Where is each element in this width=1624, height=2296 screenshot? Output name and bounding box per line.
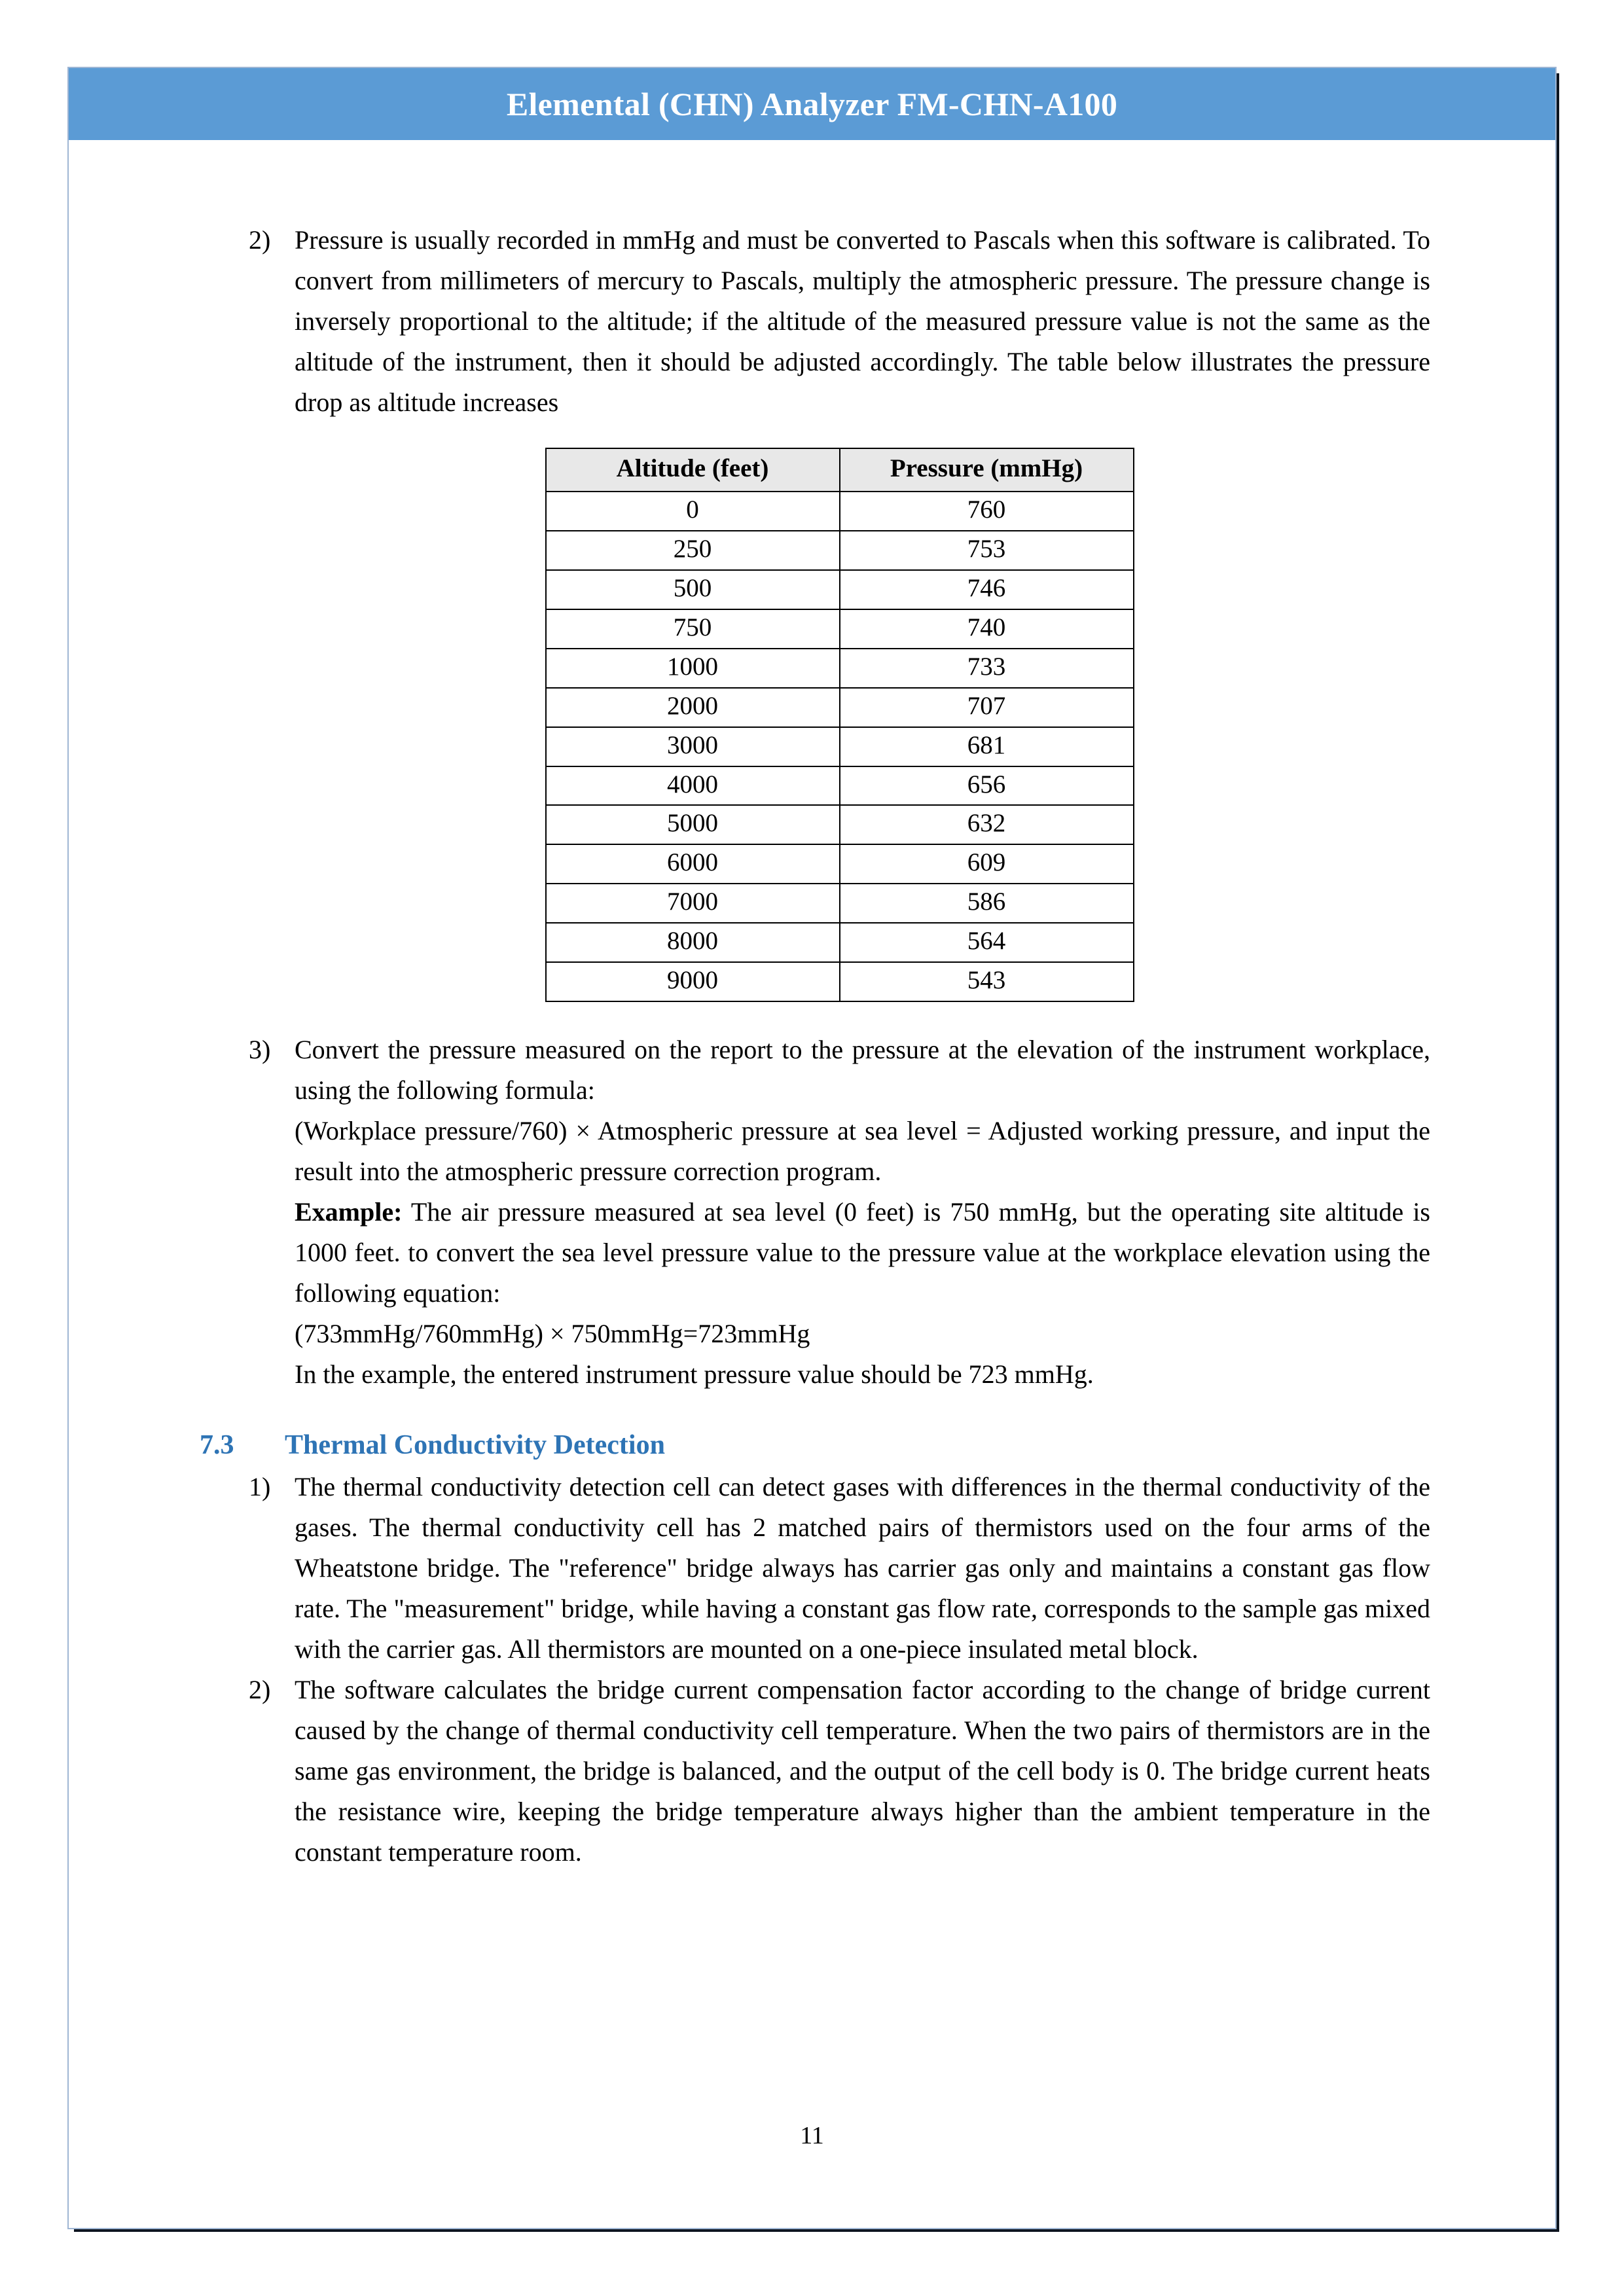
cell-pressure: 632 xyxy=(840,805,1134,844)
cell-pressure: 740 xyxy=(840,609,1134,649)
cell-altitude: 500 xyxy=(546,570,840,609)
list-item-2 xyxy=(249,220,1430,423)
list-marker: 2) xyxy=(249,1675,271,1705)
document-page xyxy=(67,67,1557,2229)
cell-altitude: 5000 xyxy=(546,805,840,844)
table-row xyxy=(546,884,1134,923)
page-number: 11 xyxy=(800,2122,824,2149)
cell-altitude: 7000 xyxy=(546,884,840,923)
cell-pressure: 543 xyxy=(840,962,1134,1001)
table-row xyxy=(546,570,1134,609)
list-item-2-text: Pressure is usually recorded in mmHg and must be converted to Pascals when this software is calibrated. To convert from millimeters of mercury to Pascals, multiply the atmospheric pressure. The pressure change is inversely proportional to the altitude; if the altitude of the measured pressure value is not the same as the altitude of the instrument, then it should be adjusted accordingly. The table below illustrates the pressure drop as altitude increases xyxy=(295,225,1430,417)
altitude-pressure-table-wrapper xyxy=(249,448,1430,1002)
table-row xyxy=(546,649,1134,688)
cell-pressure: 564 xyxy=(840,923,1134,962)
item3-closing: In the example, the entered instrument pressure value should be 723 mmHg. xyxy=(295,1359,1094,1390)
table-row xyxy=(546,766,1134,806)
item3-equation: (733mmHg/760mmHg) × 750mmHg=723mmHg xyxy=(295,1319,810,1349)
cell-pressure: 733 xyxy=(840,649,1134,688)
cell-altitude: 8000 xyxy=(546,923,840,962)
list-marker: 3) xyxy=(249,1035,271,1065)
cell-pressure: 707 xyxy=(840,688,1134,727)
cell-altitude: 750 xyxy=(546,609,840,649)
cell-altitude: 1000 xyxy=(546,649,840,688)
section73-list-item-1 xyxy=(249,1467,1430,1670)
item3-example xyxy=(295,1192,1430,1314)
cell-altitude: 250 xyxy=(546,531,840,570)
cell-pressure: 586 xyxy=(840,884,1134,923)
column-header-pressure: Pressure (mmHg) xyxy=(840,448,1134,492)
example-label: Example: xyxy=(295,1197,403,1227)
column-header-altitude: Altitude (feet) xyxy=(546,448,840,492)
page-header-band xyxy=(69,68,1555,140)
cell-pressure: 681 xyxy=(840,727,1134,766)
example-text: The air pressure measured at sea level (0 feet) is 750 mmHg, but the operating site altitude is 1000 feet. to convert the sea level pressure value to the pressure value at the workplace elevation using the following equation: xyxy=(295,1197,1430,1308)
list-item-3 xyxy=(249,1030,1430,1395)
table-row xyxy=(546,805,1134,844)
section-title: Thermal Conductivity Detection xyxy=(285,1430,665,1461)
cell-pressure: 609 xyxy=(840,844,1134,884)
table-row xyxy=(546,531,1134,570)
table-row xyxy=(546,923,1134,962)
table-header-row xyxy=(546,448,1134,492)
table-row xyxy=(546,962,1134,1001)
table-row xyxy=(546,844,1134,884)
cell-altitude: 2000 xyxy=(546,688,840,727)
cell-pressure: 753 xyxy=(840,531,1134,570)
section73-item2-text: The software calculates the bridge current compensation factor according to the change of bridge current caused by the change of thermal conductivity cell temperature. When the two pairs of thermistors are in the same gas environment, the bridge is balanced, and the output of the cell body is 0. The bridge current heats the resistance wire, keeping the bridge temperature always higher than the ambient temperature in the constant temperature room. xyxy=(295,1675,1430,1867)
item3-line1: Convert the pressure measured on the report to the pressure at the elevation of the instrument workplace, using the following formula: xyxy=(295,1035,1430,1105)
list-marker: 2) xyxy=(249,225,271,255)
list-marker: 1) xyxy=(249,1472,271,1502)
altitude-pressure-table xyxy=(545,448,1134,1002)
section-number: 7.3 xyxy=(200,1430,234,1461)
table-row xyxy=(546,492,1134,531)
cell-pressure: 656 xyxy=(840,766,1134,806)
table-row xyxy=(546,727,1134,766)
cell-altitude: 0 xyxy=(546,492,840,531)
cell-altitude: 6000 xyxy=(546,844,840,884)
item3-formula-line: (Workplace pressure/760) × Atmospheric pressure at sea level = Adjusted working pressure, and input the result into the atmospheric pressure correction program. xyxy=(295,1116,1430,1187)
cell-altitude: 4000 xyxy=(546,766,840,806)
cell-altitude: 3000 xyxy=(546,727,840,766)
list-item-3-text xyxy=(295,1030,1430,1395)
cell-altitude: 9000 xyxy=(546,962,840,1001)
cell-pressure: 746 xyxy=(840,570,1134,609)
page-content xyxy=(200,220,1430,1873)
table-row xyxy=(546,688,1134,727)
cell-pressure: 760 xyxy=(840,492,1134,531)
section73-list-item-2 xyxy=(249,1670,1430,1873)
table-row xyxy=(546,609,1134,649)
section-heading-7-3 xyxy=(200,1425,1430,1465)
document-title: Elemental (CHN) Analyzer FM-CHN-A100 xyxy=(506,86,1118,122)
section73-item1-text: The thermal conductivity detection cell can detect gases with differences in the thermal conductivity of the gases. The thermal conductivity cell has 2 matched pairs of thermistors used on the four arms of the Wheatstone bridge. The "reference" bridge always has carrier gas only and maintains a constant gas flow rate. The "measurement" bridge, while having a constant gas flow rate, corresponds to the sample gas mixed with the carrier gas. All thermistors are mounted on a one-piece insulated metal block. xyxy=(295,1472,1430,1664)
